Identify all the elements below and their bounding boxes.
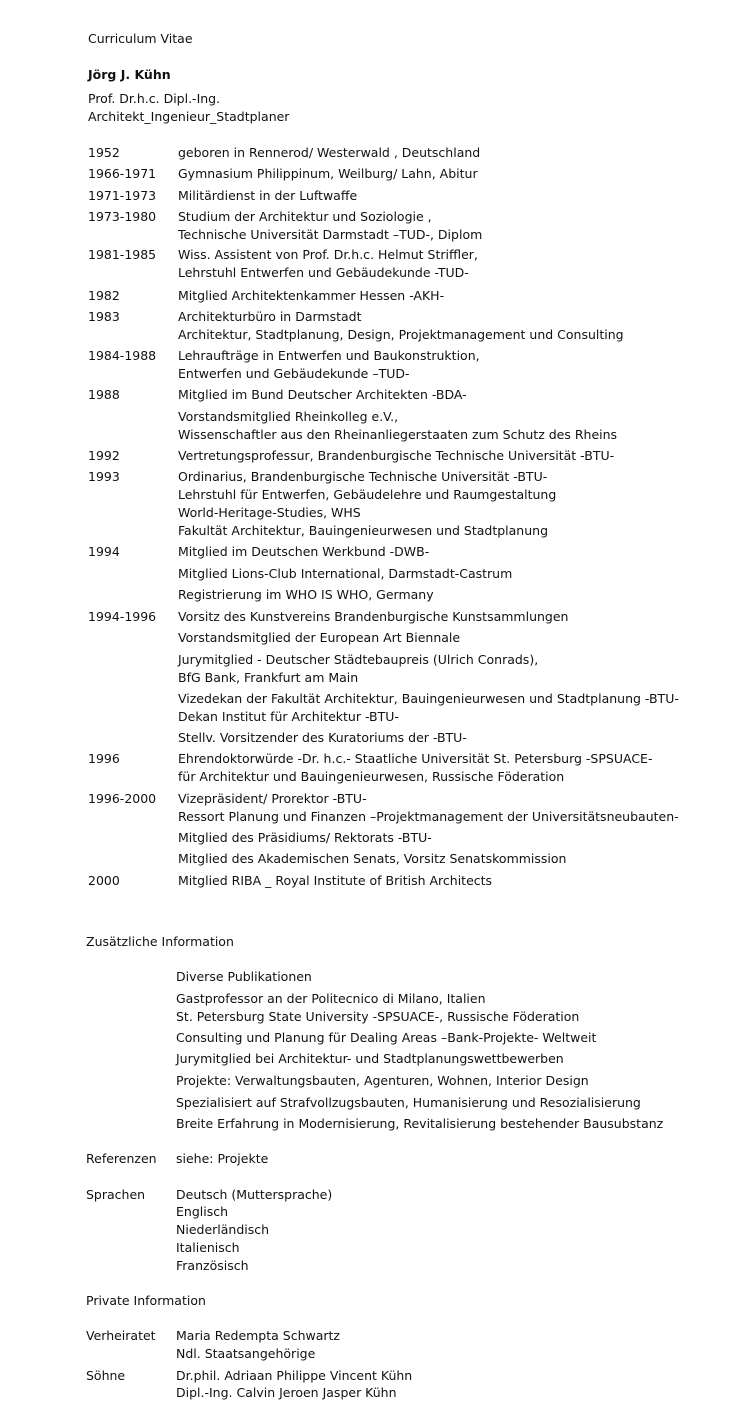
- entry-line: Technische Universität Darmstadt –TUD-, Diplom: [178, 227, 483, 242]
- language-item: Niederländisch: [176, 1222, 270, 1237]
- entry-year: 1983: [88, 309, 120, 324]
- entry-line: Vorstandsmitglied Rheinkolleg e.V.,: [178, 409, 399, 424]
- entry-year: 1973-1980: [88, 209, 157, 224]
- list-item: Gastprofessor an der Politecnico di Milano, Italien: [176, 991, 486, 1006]
- references-label: Referenzen: [86, 1151, 157, 1166]
- entry-line: Mitglied im Deutschen Werkbund -DWB-: [178, 544, 430, 559]
- entry-year: 1994: [88, 544, 120, 559]
- references-value: siehe: Projekte: [176, 1151, 269, 1166]
- profession-title: Architekt_Ingenieur_Stadtplaner: [88, 109, 290, 124]
- language-item: Englisch: [176, 1204, 229, 1219]
- person-name: Jörg J. Kühn: [88, 67, 171, 82]
- entry-line: Mitglied im Bund Deutscher Architekten -BDA-: [178, 387, 467, 402]
- entry-line: Architekturbüro in Darmstadt: [178, 309, 362, 324]
- list-item: Spezialisiert auf Strafvollzugsbauten, Humanisierung und Resozialisierung: [176, 1095, 641, 1110]
- entry-line: Wissenschaftler aus den Rheinanliegerstaaten zum Schutz des Rheins: [178, 427, 618, 442]
- language-item: Französisch: [176, 1258, 249, 1273]
- entry-year: 1996-2000: [88, 791, 157, 806]
- entry-year: 1971-1973: [88, 188, 157, 203]
- entry-line: Mitglied RIBA _ Royal Institute of British Architects: [178, 873, 493, 888]
- language-item: Italienisch: [176, 1240, 240, 1255]
- entry-line: Lehraufträge in Entwerfen und Baukonstruktion,: [178, 348, 480, 363]
- entry-line: Lehrstuhl Entwerfen und Gebäudekunde -TUD-: [178, 265, 469, 280]
- entry-line: Militärdienst in der Luftwaffe: [178, 188, 358, 203]
- entry-year: 1996: [88, 751, 120, 766]
- private-info-heading: Private Information: [86, 1293, 206, 1308]
- entry-line: Entwerfen und Gebäudekunde –TUD-: [178, 366, 410, 381]
- languages-label: Sprachen: [86, 1187, 146, 1202]
- list-item: Diverse Publikationen: [176, 969, 312, 984]
- entry-line: Dekan Institut für Architektur -BTU-: [178, 709, 399, 724]
- entry-line: World-Heritage-Studies, WHS: [178, 505, 361, 520]
- entry-year: 1993: [88, 469, 120, 484]
- document-title: Curriculum Vitae: [88, 31, 193, 46]
- entry-line: Vorstandsmitglied der European Art Biennale: [178, 630, 461, 645]
- entry-line: Gymnasium Philippinum, Weilburg/ Lahn, Abitur: [178, 166, 478, 181]
- entry-year: 1984-1988: [88, 348, 157, 363]
- entry-line: Wiss. Assistent von Prof. Dr.h.c. Helmut Striffler,: [178, 247, 478, 262]
- entry-line: Ehrendoktorwürde -Dr. h.c.- Staatliche Universität St. Petersburg -SPSUACE-: [178, 751, 653, 766]
- entry-line: Vizepräsident/ Prorektor -BTU-: [178, 791, 367, 806]
- married-label: Verheiratet: [86, 1328, 156, 1343]
- additional-info-heading: Zusätzliche Information: [86, 934, 234, 949]
- entry-year: 1992: [88, 448, 120, 463]
- entry-line: Lehrstuhl für Entwerfen, Gebäudelehre und Raumgestaltung: [178, 487, 557, 502]
- entry-line: Mitglied des Präsidiums/ Rektorats -BTU-: [178, 830, 432, 845]
- entry-year: 1988: [88, 387, 120, 402]
- spouse-nationality: Ndl. Staatsangehörige: [176, 1346, 316, 1361]
- entry-year: 2000: [88, 873, 120, 888]
- entry-line: Jurymitglied - Deutscher Städtebaupreis (Ulrich Conrads),: [178, 652, 539, 667]
- entry-year: 1982: [88, 288, 120, 303]
- entry-line: Fakultät Architektur, Bauingenieurwesen und Stadtplanung: [178, 523, 549, 538]
- entry-line: für Architektur und Bauingenieurwesen, Russische Föderation: [178, 769, 565, 784]
- entry-line: Ressort Planung und Finanzen –Projektmanagement der Universitätsneubauten-: [178, 809, 679, 824]
- academic-title: Prof. Dr.h.c. Dipl.-Ing.: [88, 91, 221, 106]
- list-item: Projekte: Verwaltungsbauten, Agenturen, Wohnen, Interior Design: [176, 1073, 589, 1088]
- entry-line: Stellv. Vorsitzender des Kuratoriums der -BTU-: [178, 730, 467, 745]
- entry-year: 1952: [88, 145, 120, 160]
- entry-year: 1966-1971: [88, 166, 157, 181]
- entry-line: Registrierung im WHO IS WHO, Germany: [178, 587, 434, 602]
- entry-line: Vorsitz des Kunstvereins Brandenburgische Kunstsammlungen: [178, 609, 569, 624]
- entry-year: 1981-1985: [88, 247, 157, 262]
- entry-line: Studium der Architektur und Soziologie ,: [178, 209, 432, 224]
- language-item: Deutsch (Muttersprache): [176, 1187, 333, 1202]
- entry-year: 1994-1996: [88, 609, 157, 624]
- son-name: Dr.phil. Adriaan Philippe Vincent Kühn: [176, 1368, 413, 1383]
- son-name: Dipl.-Ing. Calvin Jeroen Jasper Kühn: [176, 1385, 397, 1400]
- entry-line: Architektur, Stadtplanung, Design, Projektmanagement und Consulting: [178, 327, 624, 342]
- entry-line: BfG Bank, Frankfurt am Main: [178, 670, 359, 685]
- entry-line: geboren in Rennerod/ Westerwald , Deutschland: [178, 145, 481, 160]
- sons-label: Söhne: [86, 1368, 126, 1383]
- spouse-name: Maria Redempta Schwartz: [176, 1328, 340, 1343]
- entry-line: Mitglied des Akademischen Senats, Vorsitz Senatskommission: [178, 851, 567, 866]
- entry-line: Ordinarius, Brandenburgische Technische Universität -BTU-: [178, 469, 548, 484]
- entry-line: Vertretungsprofessur, Brandenburgische Technische Universität -BTU-: [178, 448, 615, 463]
- list-item: Breite Erfahrung in Modernisierung, Revitalisierung bestehender Bausubstanz: [176, 1116, 664, 1131]
- list-item: St. Petersburg State University -SPSUACE-, Russische Föderation: [176, 1009, 580, 1024]
- entry-line: Mitglied Lions-Club International, Darmstadt-Castrum: [178, 566, 513, 581]
- entry-line: Vizedekan der Fakultät Architektur, Bauingenieurwesen und Stadtplanung -BTU-: [178, 691, 679, 706]
- list-item: Jurymitglied bei Architektur- und Stadtplanungswettbewerben: [176, 1051, 564, 1066]
- list-item: Consulting und Planung für Dealing Areas –Bank-Projekte- Weltweit: [176, 1030, 597, 1045]
- entry-line: Mitglied Architektenkammer Hessen -AKH-: [178, 288, 445, 303]
